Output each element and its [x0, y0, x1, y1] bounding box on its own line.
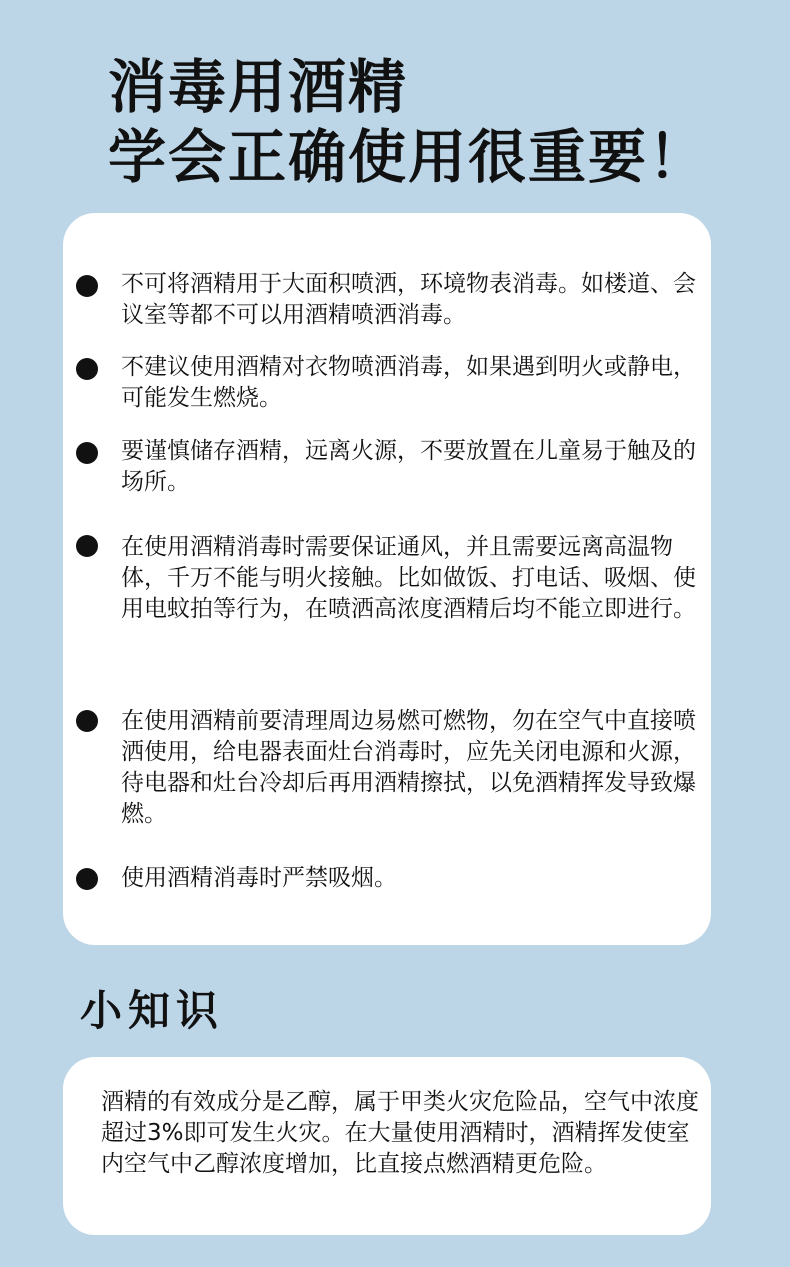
- tip-text: 不建议使用酒精对衣物喷洒消毒，如果遇到明火或静电，可能发生燃烧。: [121, 354, 696, 411]
- bullet-icon: [76, 710, 98, 732]
- page-title-line1: 消毒用酒精: [108, 53, 409, 121]
- bullet-icon: [76, 868, 98, 890]
- knowledge-card: [63, 1057, 711, 1235]
- knowledge-title: 小知识: [80, 986, 225, 1035]
- tip-text: 不可将酒精用于大面积喷洒，环境物表消毒。如楼道、会议室等都不可以用酒精喷洒消毒。: [121, 271, 696, 328]
- tip-text: 在使用酒精消毒时需要保证通风，并且需要远离高温物体，千万不能与明火接触。比如做饭、打电话、吸烟、使用电蚊拍等行为，在喷洒高浓度酒精后均不能立即进行。: [121, 534, 696, 622]
- tip-text: 在使用酒精前要清理周边易燃可燃物，勿在空气中直接喷洒使用，给电器表面灶台消毒时，应先关闭电源和火源，待电器和灶台冷却后再用酒精擦拭，以免酒精挥发导致爆燃。: [121, 708, 696, 827]
- tips-card: [63, 213, 711, 945]
- page-title-line2: 学会正确使用很重要！: [108, 123, 709, 191]
- tip-text: 要谨慎储存酒精，远离火源，不要放置在儿童易于触及的场所。: [121, 438, 696, 495]
- bullet-icon: [76, 535, 98, 557]
- bullet-icon: [76, 275, 98, 297]
- bullet-icon: [76, 358, 98, 380]
- bullet-icon: [76, 442, 98, 464]
- tip-text: 使用酒精消毒时严禁吸烟。: [121, 865, 397, 891]
- knowledge-text: 酒精的有效成分是乙醇，属于甲类火灾危险品，空气中浓度超过3%即可发生火灾。在大量使用酒精时，酒精挥发使室内空气中乙醇浓度增加，比直接点燃酒精更危险。: [101, 1089, 699, 1177]
- page-title: [108, 52, 708, 192]
